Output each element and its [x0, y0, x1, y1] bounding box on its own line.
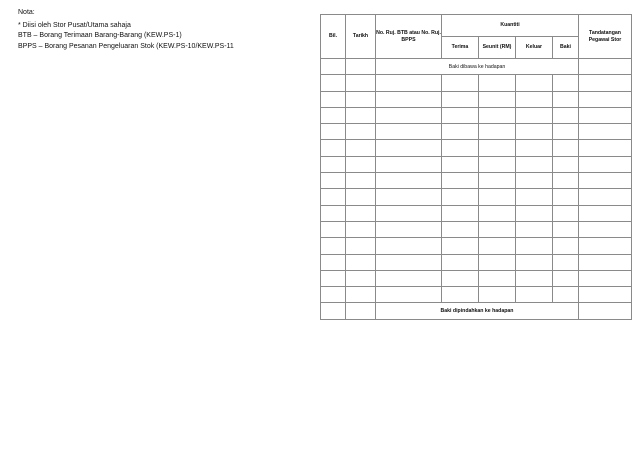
table-cell	[442, 124, 479, 140]
table-cell	[346, 91, 376, 107]
carried-forward-row	[321, 59, 632, 75]
col-tandatangan-header: Tandatangan Pegawai Stor	[579, 15, 632, 59]
table-cell	[442, 189, 479, 205]
table-cell	[479, 75, 516, 91]
table-cell	[442, 287, 479, 303]
table-cell	[479, 124, 516, 140]
table-cell	[376, 156, 442, 172]
table-cell	[579, 254, 632, 270]
col-baki-header: Baki	[553, 37, 579, 59]
table-cell	[442, 91, 479, 107]
table-cell	[321, 205, 346, 221]
table-cell	[321, 303, 346, 319]
table-cell	[479, 140, 516, 156]
table-cell	[516, 238, 553, 254]
table-cell	[346, 189, 376, 205]
table-cell	[553, 91, 579, 107]
table-cell	[376, 238, 442, 254]
table-row	[321, 124, 632, 140]
table-cell	[516, 75, 553, 91]
table-cell	[516, 254, 553, 270]
table-cell	[376, 254, 442, 270]
table-cell	[442, 140, 479, 156]
table-row	[321, 75, 632, 91]
table-cell	[321, 238, 346, 254]
table-cell	[516, 91, 553, 107]
table-cell	[579, 140, 632, 156]
table-cell	[579, 303, 632, 319]
table-row	[321, 254, 632, 270]
col-bil-header: Bil.	[321, 15, 346, 59]
table-cell	[479, 91, 516, 107]
table-cell	[579, 287, 632, 303]
table-cell	[479, 254, 516, 270]
table-cell	[321, 270, 346, 286]
table-cell	[553, 254, 579, 270]
table-cell	[479, 189, 516, 205]
col-kuantiti-header: Kuantiti	[442, 15, 579, 37]
table-cell	[346, 173, 376, 189]
col-terima-header: Terima	[442, 37, 479, 59]
table-cell	[442, 238, 479, 254]
header-row	[321, 15, 632, 37]
table-cell	[442, 221, 479, 237]
table-cell	[376, 140, 442, 156]
table-cell	[516, 205, 553, 221]
note-line: * Diisi oleh Stor Pusat/Utama sahaja	[18, 22, 131, 30]
table-cell	[442, 254, 479, 270]
table-cell	[321, 156, 346, 172]
table-cell	[321, 59, 346, 75]
table-cell	[442, 156, 479, 172]
table-cell	[346, 75, 376, 91]
notes-section	[18, 8, 234, 52]
table-cell	[479, 156, 516, 172]
stock-ledger-table	[320, 14, 632, 320]
table-cell	[321, 91, 346, 107]
table-cell	[346, 238, 376, 254]
table-row	[321, 91, 632, 107]
table-cell	[579, 173, 632, 189]
table-cell	[579, 189, 632, 205]
table-cell	[479, 221, 516, 237]
table-cell	[376, 75, 442, 91]
table-row	[321, 140, 632, 156]
table-cell	[346, 59, 376, 75]
table-cell	[479, 270, 516, 286]
table-cell	[553, 140, 579, 156]
table-row	[321, 189, 632, 205]
col-tarikh-header: Tarikh	[346, 15, 376, 59]
table-cell	[346, 124, 376, 140]
table-cell	[346, 303, 376, 319]
note-line: BTB – Borang Terimaan Barang-Barang (KEW.PS-1)	[18, 32, 182, 40]
table-cell	[516, 221, 553, 237]
table-cell	[376, 270, 442, 286]
table-cell	[516, 270, 553, 286]
table-cell	[321, 140, 346, 156]
table-cell	[579, 59, 632, 75]
table-cell	[442, 205, 479, 221]
table-row	[321, 238, 632, 254]
table-cell	[579, 156, 632, 172]
table-cell	[553, 270, 579, 286]
col-seunit-header: Seunit (RM)	[479, 37, 516, 59]
notes-title: Nota:	[18, 9, 35, 16]
table-cell	[579, 238, 632, 254]
table-row	[321, 287, 632, 303]
table-cell	[553, 124, 579, 140]
table-cell	[516, 124, 553, 140]
table-cell	[321, 189, 346, 205]
table-row	[321, 107, 632, 123]
table-cell	[579, 107, 632, 123]
carried-over-row	[321, 303, 632, 319]
table-cell	[346, 156, 376, 172]
table-cell	[346, 107, 376, 123]
table-cell	[516, 140, 553, 156]
table-cell	[479, 238, 516, 254]
table-cell	[579, 124, 632, 140]
col-ruj-header: No. Ruj. BTB atau No. Ruj. BPPS	[376, 15, 442, 59]
table-cell	[376, 221, 442, 237]
table-cell	[479, 287, 516, 303]
table-cell	[579, 75, 632, 91]
table-cell	[553, 173, 579, 189]
note-line: BPPS – Borang Pesanan Pengeluaran Stok (KEW.PS-10/KEW.PS-11	[18, 42, 234, 50]
table-cell	[479, 205, 516, 221]
carried-forward-label: Baki dibawa ke hadapan	[376, 59, 579, 75]
table-cell	[321, 75, 346, 91]
table-cell	[376, 124, 442, 140]
table-cell	[346, 221, 376, 237]
table-cell	[321, 124, 346, 140]
table-cell	[376, 173, 442, 189]
col-keluar-header: Keluar	[516, 37, 553, 59]
table-cell	[346, 140, 376, 156]
table-cell	[553, 287, 579, 303]
table-row	[321, 221, 632, 237]
table-cell	[553, 189, 579, 205]
table-cell	[516, 173, 553, 189]
table-cell	[346, 287, 376, 303]
table-cell	[442, 75, 479, 91]
table-cell	[553, 107, 579, 123]
table-cell	[579, 91, 632, 107]
table-cell	[346, 254, 376, 270]
carried-over-label: Baki dipindahkan ke hadapan	[376, 303, 579, 319]
table-cell	[442, 270, 479, 286]
table-row	[321, 173, 632, 189]
table-cell	[376, 205, 442, 221]
table-cell	[321, 107, 346, 123]
table-row	[321, 156, 632, 172]
table-cell	[516, 156, 553, 172]
table-row	[321, 270, 632, 286]
table-cell	[479, 173, 516, 189]
table-cell	[479, 107, 516, 123]
table-cell	[516, 287, 553, 303]
table-cell	[442, 173, 479, 189]
table-cell	[376, 91, 442, 107]
table-cell	[321, 254, 346, 270]
table-cell	[553, 156, 579, 172]
table-cell	[321, 287, 346, 303]
table-cell	[442, 107, 479, 123]
table-cell	[579, 205, 632, 221]
table-cell	[376, 287, 442, 303]
table-cell	[376, 189, 442, 205]
table-cell	[579, 270, 632, 286]
table-cell	[346, 205, 376, 221]
table-cell	[553, 75, 579, 91]
table-cell	[516, 107, 553, 123]
table-cell	[321, 173, 346, 189]
table-cell	[376, 107, 442, 123]
table-row	[321, 205, 632, 221]
table-cell	[553, 238, 579, 254]
table-cell	[553, 221, 579, 237]
table-cell	[321, 221, 346, 237]
table-cell	[516, 189, 553, 205]
table-cell	[346, 270, 376, 286]
table-cell	[553, 205, 579, 221]
table-cell	[579, 221, 632, 237]
